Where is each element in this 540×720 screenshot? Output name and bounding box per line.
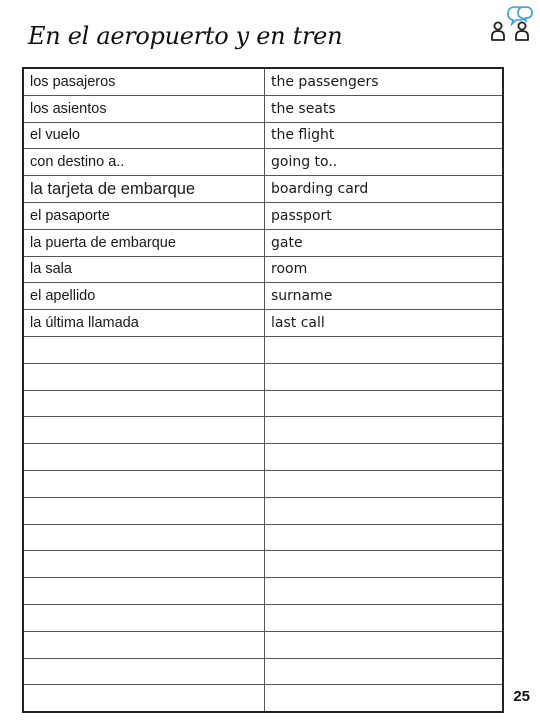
english-translation: surname [265, 283, 504, 310]
spanish-term: el vuelo [23, 122, 265, 149]
vocabulary-row [23, 551, 503, 578]
page-title: En el aeropuerto y en tren [28, 22, 343, 50]
english-translation [265, 336, 504, 363]
spanish-term: los pasajeros [23, 68, 265, 95]
english-translation: gate [265, 229, 504, 256]
vocabulary-row [23, 578, 503, 605]
spanish-term: la sala [23, 256, 265, 283]
spanish-term: la última llamada [23, 310, 265, 337]
vocabulary-row [23, 68, 503, 95]
english-translation: room [265, 256, 504, 283]
vocabulary-table-body [23, 68, 503, 712]
vocabulary-row [23, 256, 503, 283]
english-translation: the flight [265, 122, 504, 149]
spanish-term [23, 470, 265, 497]
english-translation [265, 470, 504, 497]
english-translation [265, 363, 504, 390]
vocabulary-row [23, 310, 503, 337]
spanish-term [23, 631, 265, 658]
spanish-term [23, 336, 265, 363]
vocabulary-row [23, 444, 503, 471]
vocabulary-table [22, 67, 504, 713]
page-number: 25 [513, 688, 530, 705]
spanish-term [23, 417, 265, 444]
vocabulary-row [23, 390, 503, 417]
english-translation [265, 417, 504, 444]
spanish-term [23, 604, 265, 631]
vocabulary-row [23, 363, 503, 390]
english-translation [265, 497, 504, 524]
two-people-speech-bubble-icon [488, 4, 534, 44]
english-translation: the passengers [265, 68, 504, 95]
spanish-term [23, 524, 265, 551]
vocabulary-row [23, 417, 503, 444]
spanish-term [23, 658, 265, 685]
spanish-term [23, 551, 265, 578]
spanish-term: los asientos [23, 95, 265, 122]
vocabulary-row [23, 202, 503, 229]
spanish-term: el apellido [23, 283, 265, 310]
english-translation [265, 658, 504, 685]
spanish-term: la tarjeta de embarque [23, 176, 265, 203]
spanish-term [23, 363, 265, 390]
spanish-term [23, 444, 265, 471]
vocabulary-row [23, 283, 503, 310]
english-translation: last call [265, 310, 504, 337]
spanish-term: con destino a.. [23, 149, 265, 176]
vocabulary-row [23, 336, 503, 363]
spanish-term [23, 578, 265, 605]
vocabulary-row [23, 122, 503, 149]
vocabulary-row [23, 604, 503, 631]
english-translation: passport [265, 202, 504, 229]
vocabulary-row [23, 497, 503, 524]
english-translation: boarding card [265, 176, 504, 203]
english-translation [265, 524, 504, 551]
vocabulary-row [23, 470, 503, 497]
vocabulary-row [23, 658, 503, 685]
vocabulary-row [23, 524, 503, 551]
spanish-term: la puerta de embarque [23, 229, 265, 256]
english-translation: the seats [265, 95, 504, 122]
vocabulary-row [23, 176, 503, 203]
vocabulary-row [23, 149, 503, 176]
vocabulary-row [23, 685, 503, 712]
english-translation [265, 444, 504, 471]
english-translation [265, 604, 504, 631]
spanish-term: el pasaporte [23, 202, 265, 229]
spanish-term [23, 685, 265, 712]
english-translation: going to.. [265, 149, 504, 176]
vocabulary-row [23, 229, 503, 256]
vocabulary-row [23, 631, 503, 658]
english-translation [265, 685, 504, 712]
english-translation [265, 631, 504, 658]
vocabulary-row [23, 95, 503, 122]
spanish-term [23, 390, 265, 417]
spanish-term [23, 497, 265, 524]
english-translation [265, 390, 504, 417]
english-translation [265, 578, 504, 605]
english-translation [265, 551, 504, 578]
